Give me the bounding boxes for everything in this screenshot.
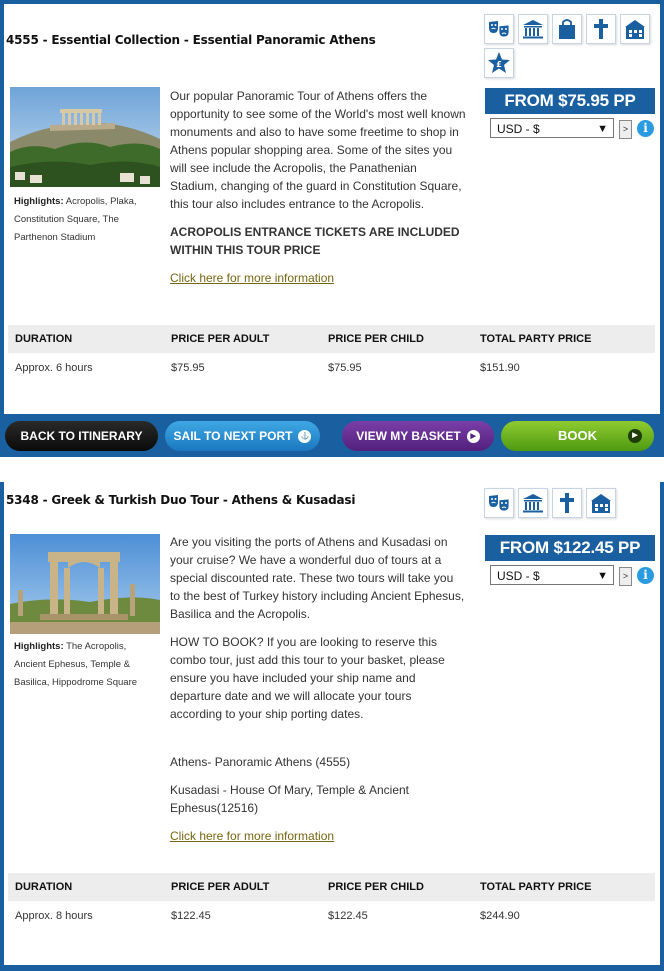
back-label: BACK TO ITINERARY [20, 429, 143, 443]
tour-highlights [14, 638, 154, 692]
play-arrow-icon: ▶ [467, 430, 480, 443]
cell-total-price: $244.90 [480, 910, 520, 922]
description-paragraph: Our popular Panoramic Tour of Athens offers the opportunity to see some of the World's most well known monuments and also to have some freetime to shop in Athens popular shopping area. Some of the sites you will see include the Acropolis, the Panathenian Stadium, changing of the guard in Constitution Square, this tour also includes entrance to the Acropolis. [170, 89, 466, 211]
action-bar [0, 965, 664, 971]
col-duration: DURATION [15, 333, 73, 345]
col-duration: DURATION [15, 881, 73, 893]
star-pound-icon [484, 48, 514, 78]
theatre-masks-icon [484, 488, 514, 518]
sail-label: SAIL TO NEXT PORT [173, 429, 293, 443]
currency-value: USD - $ [497, 569, 540, 583]
book-label: BOOK [558, 428, 597, 443]
more-info-link[interactable]: Click here for more information [170, 271, 335, 285]
basket-label: VIEW MY BASKET [356, 429, 461, 443]
sail-to-next-port-button[interactable] [165, 421, 320, 451]
price-from-badge: FROM $122.45 PP [485, 535, 655, 561]
currency-go-button[interactable]: > [619, 120, 632, 139]
anchor-icon: ⚓ [298, 430, 311, 443]
shopping-bag-icon [552, 14, 582, 44]
church-cross-icon [552, 488, 582, 518]
description-paragraph: Athens- Panoramic Athens (4555) [170, 755, 351, 769]
description-paragraph: Kusadasi - House Of Mary, Temple & Ancient Ephesus(12516) [170, 783, 409, 815]
highlights-text: Acropolis, Plaka, Constitution Square, The Parthenon Stadium [14, 196, 137, 243]
building-icon [620, 14, 650, 44]
tour-title: 4555 - Essential Collection - Essential Panoramic Athens [6, 33, 376, 47]
building-icon [586, 488, 616, 518]
description-paragraph: Are you visiting the ports of Athens and Kusadasi on your cruise? We have a wonderful duo of tours at a special discounted rate. These two tours will take you to the best of Turkey history including Ancient Ephesus, Basilica and the Acropolis. [170, 535, 465, 621]
card-separator [0, 457, 664, 482]
description-paragraph: HOW TO BOOK? If you are looking to reserve this combo tour, just add this tour to your basket, please ensure you have included your ship name and departure date and we will allocate your tours according to your ship porting dates. [170, 635, 445, 721]
tour-description [170, 533, 466, 855]
info-icon[interactable]: i [637, 567, 654, 584]
cell-price-adult: $122.45 [171, 910, 211, 922]
col-price-child: PRICE PER CHILD [328, 333, 424, 345]
currency-go-button[interactable]: > [619, 567, 632, 586]
tour-photo-acropolis [10, 87, 160, 187]
col-price-adult: PRICE PER ADULT [171, 333, 270, 345]
currency-value: USD - $ [497, 122, 540, 136]
museum-icon [518, 14, 548, 44]
price-table-header [8, 873, 655, 901]
museum-icon [518, 488, 548, 518]
back-to-itinerary-button[interactable] [5, 421, 158, 451]
highlights-label: Highlights: [14, 641, 64, 652]
church-cross-icon [586, 14, 616, 44]
theatre-masks-icon [484, 14, 514, 44]
cell-price-child: $122.45 [328, 910, 368, 922]
col-total-price: TOTAL PARTY PRICE [480, 881, 592, 893]
chevron-down-icon: ▼ [597, 123, 608, 135]
cell-price-child: $75.95 [328, 362, 362, 374]
more-info-link[interactable]: Click here for more information [170, 829, 335, 843]
cell-total-price: $151.90 [480, 362, 520, 374]
currency-select[interactable] [490, 118, 614, 138]
tour-photo-ephesus [10, 534, 160, 634]
table-row [8, 354, 655, 382]
cell-duration: Approx. 6 hours [15, 362, 93, 374]
tour-description [170, 87, 466, 297]
book-button[interactable] [501, 421, 654, 451]
highlights-text: The Acropolis, Ancient Ephesus, Temple & Basilica, Hippodrome Square [14, 641, 138, 688]
play-arrow-icon: ▶ [628, 429, 642, 443]
col-price-child: PRICE PER CHILD [328, 881, 424, 893]
highlights-label: Highlights: [14, 196, 64, 207]
tour-title: 5348 - Greek & Turkish Duo Tour - Athens & Kusadasi [6, 493, 356, 507]
info-icon[interactable]: i [637, 120, 654, 137]
svg-text:£: £ [496, 60, 502, 69]
price-from-badge: FROM $75.95 PP [485, 88, 655, 114]
table-row [8, 902, 655, 930]
col-price-adult: PRICE PER ADULT [171, 881, 270, 893]
cell-price-adult: $75.95 [171, 362, 205, 374]
price-table-header [8, 325, 655, 353]
cell-duration: Approx. 8 hours [15, 910, 93, 922]
col-total-price: TOTAL PARTY PRICE [480, 333, 592, 345]
view-basket-button[interactable] [342, 421, 494, 451]
currency-select[interactable] [490, 565, 614, 585]
chevron-down-icon: ▼ [597, 570, 608, 582]
included-notice: ACROPOLIS ENTRANCE TICKETS ARE INCLUDED WITHIN THIS TOUR PRICE [170, 225, 460, 257]
tour-highlights [14, 193, 154, 247]
